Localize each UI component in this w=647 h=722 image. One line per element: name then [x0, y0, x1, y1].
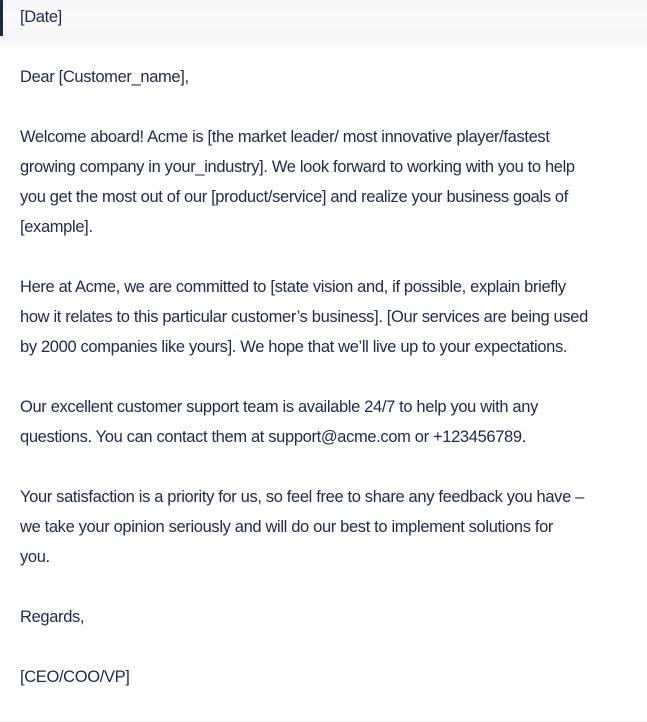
paragraph-support [20, 392, 640, 452]
closing [20, 602, 640, 632]
letter-body [20, 2, 640, 722]
paragraph-line: how it relates to this particular customer’s business]. [Our services are being used [20, 308, 588, 326]
salutation-line: Dear [Customer_name], [20, 68, 189, 86]
signature-placeholder [20, 662, 640, 692]
paragraph-line: [example]. [20, 218, 93, 236]
paragraph-line: questions. You can contact them at support@acme.com or +123456789. [20, 428, 526, 446]
paragraph-welcome [20, 122, 640, 242]
paragraph-line: you. [20, 548, 50, 566]
paragraph-line: by 2000 companies like yours]. We hope that we’ll live up to your expectations. [20, 338, 568, 356]
paragraph-line: Your satisfaction is a priority for us, so feel free to share any feedback you have – [20, 488, 584, 506]
paragraph-line: Welcome aboard! Acme is [the market leader/ most innovative player/fastest [20, 128, 550, 146]
paragraph-line: we take your opinion seriously and will do our best to implement solutions for [20, 518, 554, 536]
closing-line: Regards, [20, 608, 85, 626]
cropped-ui-fragment [0, 0, 3, 36]
salutation [20, 62, 640, 92]
paragraph-line: Our excellent customer support team is available 24/7 to help you with any [20, 398, 538, 416]
date-line: [Date] [20, 8, 62, 26]
paragraph-feedback [20, 482, 640, 572]
paragraph-line: Here at Acme, we are committed to [state vision and, if possible, explain briefly [20, 278, 566, 296]
paragraph-vision [20, 272, 640, 362]
paragraph-line: you get the most out of our [product/service] and realize your business goals of [20, 188, 568, 206]
signature-line: [CEO/COO/VP] [20, 668, 130, 686]
date-placeholder [20, 2, 640, 32]
paragraph-line: growing company in your_industry]. We look forward to working with you to help [20, 158, 575, 176]
